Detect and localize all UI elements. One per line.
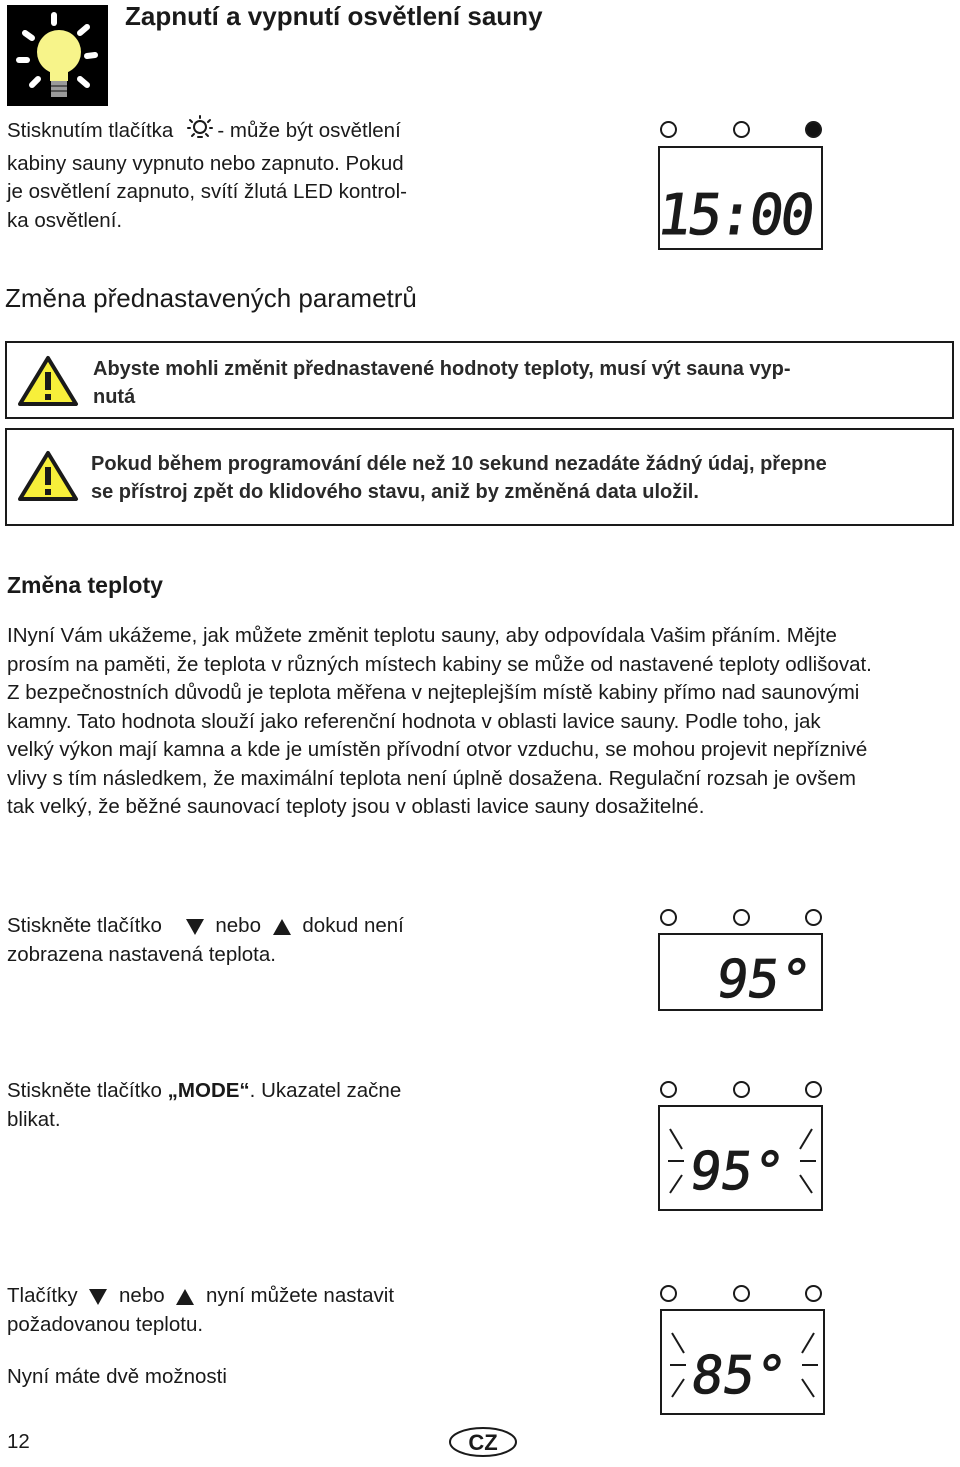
warning-box-2 bbox=[5, 428, 954, 526]
step3-line1-a: Tlačítky bbox=[7, 1284, 78, 1307]
status-led-2 bbox=[733, 1285, 750, 1302]
status-led-3-on bbox=[805, 121, 822, 138]
step3-line1-c: nyní můžete nastavit bbox=[206, 1284, 395, 1307]
paragraph-line: tak velký, že běžné saunovací teploty jsou v oblasti lavice sauny dosažitelné. bbox=[7, 795, 705, 818]
lamp-icon-box bbox=[7, 5, 108, 106]
lighting-line1-after: - může být osvětlení bbox=[217, 119, 401, 142]
lcd-temp-text: 95° bbox=[685, 1142, 789, 1202]
page-number: 12 bbox=[7, 1430, 30, 1453]
step2-line1-c: . Ukazatel začne bbox=[249, 1079, 402, 1102]
warning1-line1: Abyste mohli změnit přednastavené hodnoty teploty, musí výt sauna vyp- bbox=[93, 358, 791, 380]
step1-line1-c: dokud není bbox=[302, 914, 404, 937]
lighting-line2: kabiny sauny vypnuto nebo zapnuto. Pokud bbox=[7, 151, 404, 175]
section-title-lighting: Zapnutí a vypnutí osvětlení sauny bbox=[125, 1, 543, 31]
status-led-1 bbox=[660, 121, 677, 138]
step3-text bbox=[7, 1282, 477, 1339]
lcd-display-temp-blink bbox=[658, 1105, 823, 1211]
status-led-1 bbox=[660, 909, 677, 926]
warning-triangle-icon bbox=[17, 355, 79, 407]
step1-line1-a: Stiskněte tlačítko bbox=[7, 914, 162, 937]
section-heading-parameters: Změna přednastavených parametrů bbox=[5, 283, 417, 313]
lighting-line4: ka osvětlení. bbox=[7, 208, 123, 232]
step3-line3: Nyní máte dvě možnosti bbox=[7, 1365, 227, 1388]
lcd-temp-readout bbox=[660, 935, 821, 1009]
step1-text bbox=[7, 912, 467, 969]
section-heading-temperature: Změna teploty bbox=[7, 572, 163, 598]
paragraph-line: velký výkon mají kamna a kde je umístěn přívodní otvor vzduchu, se mohou projevit nepříznivé bbox=[7, 738, 868, 761]
step2-line2: blikat. bbox=[7, 1107, 61, 1131]
step2-text bbox=[7, 1077, 467, 1134]
up-arrow-icon bbox=[273, 919, 291, 935]
lcd-time-readout bbox=[660, 148, 821, 248]
paragraph-line: vlivy s tím následkem, že maximální teplota není úplně dosažena. Regulační rozsah je ovšem bbox=[7, 766, 856, 790]
step3-line1-b: nebo bbox=[119, 1284, 165, 1307]
step1-line2: zobrazena nastavená teplota. bbox=[7, 942, 276, 966]
status-led-2 bbox=[733, 1081, 750, 1098]
step3-line2: požadovanou teplotu. bbox=[7, 1312, 204, 1336]
step2-line1-a: Stiskněte tlačítko bbox=[7, 1079, 162, 1102]
warning-triangle-icon bbox=[17, 450, 79, 502]
status-led-3 bbox=[805, 909, 822, 926]
lcd-display-temp-new bbox=[660, 1309, 825, 1415]
lcd-temp-new-readout bbox=[662, 1311, 823, 1413]
mode-button-label: „MODE“ bbox=[167, 1079, 250, 1102]
status-led-1 bbox=[660, 1081, 677, 1098]
paragraph-line: Z bezpečnostních důvodů je teplota měřena v nejteplejším místě kabiny přímo nad saunovými bbox=[7, 681, 860, 704]
up-arrow-icon bbox=[176, 1289, 194, 1305]
warning2-line1: Pokud během programování déle než 10 sekund nezadáte žádný údaj, přepne bbox=[91, 453, 827, 475]
light-bulb-icon bbox=[7, 5, 108, 106]
lighting-paragraph bbox=[7, 115, 467, 235]
down-arrow-icon bbox=[186, 919, 204, 935]
lcd-display-time bbox=[658, 146, 823, 250]
light-button-icon bbox=[187, 115, 213, 150]
down-arrow-icon bbox=[89, 1289, 107, 1305]
status-led-2 bbox=[733, 909, 750, 926]
status-led-3 bbox=[805, 1285, 822, 1302]
step1-line1-b: nebo bbox=[215, 914, 261, 937]
status-led-3 bbox=[805, 1081, 822, 1098]
warning-box-1 bbox=[5, 341, 954, 419]
temperature-paragraph bbox=[7, 622, 957, 822]
country-code-text: CZ bbox=[468, 1430, 498, 1455]
lighting-line1-before: Stisknutím tlačítka bbox=[7, 119, 174, 142]
paragraph-line: kamny. Tato hodnota slouží jako referenční hodnota v oblasti lavice sauny. Podle toho, jak bbox=[7, 709, 821, 733]
country-badge bbox=[448, 1426, 518, 1458]
status-led-2 bbox=[733, 121, 750, 138]
lcd-time-text: 15:00 bbox=[660, 183, 816, 248]
paragraph-line: prosím na paměti, že teplota v různých místech kabiny se může od nastavené teploty odlišovat. bbox=[7, 652, 872, 676]
lcd-temp-text: 85° bbox=[687, 1346, 791, 1406]
status-led-1 bbox=[660, 1285, 677, 1302]
warning1-line2: nutá bbox=[93, 386, 136, 408]
warning2-line2: se přístroj zpět do klidového stavu, aniž by změněná data uložil. bbox=[91, 481, 699, 503]
lcd-temp-blinking-readout bbox=[660, 1107, 821, 1209]
paragraph-line: INyní Vám ukážeme, jak můžete změnit teplotu sauny, aby odpovídala Vašim přáním. Mějte bbox=[7, 624, 837, 647]
lcd-display-temp-set bbox=[658, 933, 823, 1011]
lighting-line3: je osvětlení zapnuto, svítí žlutá LED kontrol- bbox=[7, 180, 407, 203]
lcd-temp-text: 95° bbox=[712, 950, 815, 1009]
